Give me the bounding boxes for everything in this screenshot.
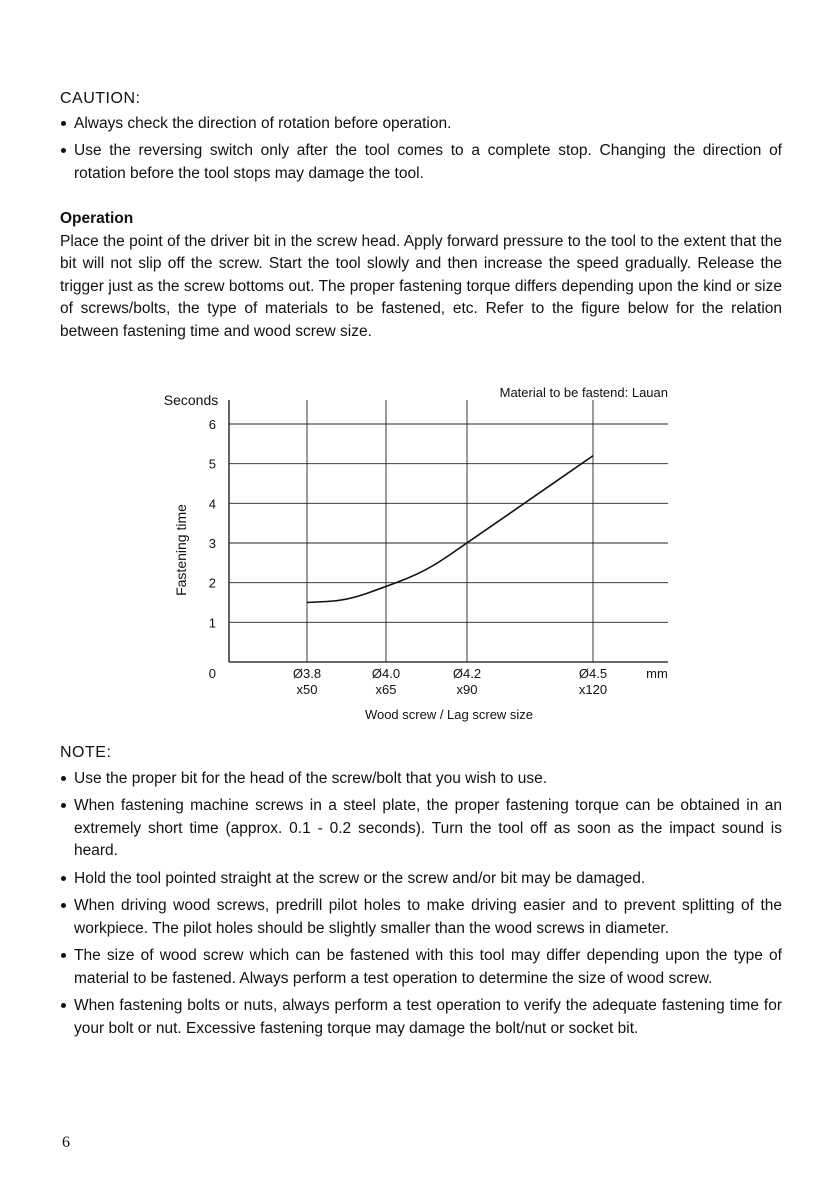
y-tick-label: 4: [208, 496, 216, 512]
note-item: The size of wood screw which can be fastened with this tool may differ depending upon the type of material to be fastened. Always perform a test operation to determine the size of wood screw.: [60, 945, 782, 990]
caution-item: Always check the direction of rotation before operation.: [60, 113, 782, 136]
caution-item: Use the reversing switch only after the tool comes to a complete stop. Changing the direction of rotation before the tool stops may damage the tool.: [60, 140, 782, 185]
chart-labels: [164, 385, 668, 722]
x-tick-label-length: x65: [375, 682, 397, 697]
x-tick-label-length: x90: [456, 682, 478, 697]
x-tick-label-size: Ø3.8: [292, 666, 322, 681]
x-axis-title: Wood screw / Lag screw size: [364, 707, 534, 722]
chart-annotation: Material to be fastend: Lauan: [499, 385, 668, 400]
y-tick-label: 1: [208, 615, 216, 631]
chart-series: [307, 456, 593, 603]
x-tick-label-size: Ø4.2: [452, 666, 482, 681]
y-axis-title: Fastening time: [173, 504, 189, 596]
note-section: [60, 742, 782, 1045]
operation-body: Place the point of the driver bit in the screw head. Apply forward pressure to the tool to the extent that the bit will not slip off the screw. Start the tool slowly and then increase the speed gradually. Release the trigger just as the screw bottoms out. The proper fastening torque differs depending upon the kind or size of screws/bolts, the type of materials to be fastened, etc. Refer to the figure below for the relation between fastening time and wood screw size.: [60, 232, 782, 340]
chart-grid: [229, 400, 668, 662]
y-tick-label: 3: [208, 536, 216, 551]
note-item: When fastening bolts or nuts, always perform a test operation to verify the adequate fastening time for your bolt or nut. Excessive fastening torque may damage the bolt/nut or socket bit.: [60, 995, 782, 1040]
x-tick-label-size: Ø4.5: [578, 666, 608, 681]
note-item: When fastening machine screws in a steel plate, the proper fastening torque can be obtained in an extremely short time (approx. 0.1 - 0.2 seconds). Turn the tool off as soon as the impact sound is heard.: [60, 795, 782, 863]
note-item: Hold the tool pointed straight at the screw or the screw and/or bit may be damaged.: [60, 868, 782, 891]
y-tick-label: 0: [208, 666, 216, 681]
note-item: When driving wood screws, predrill pilot holes to make driving easier and to prevent splitting of the workpiece. The pilot holes should be slightly smaller than the wood screws in diameter.: [60, 895, 782, 940]
note-heading: NOTE:: [60, 744, 112, 761]
x-tick-label-size: Ø4.0: [371, 666, 401, 681]
page-number: 6: [62, 1134, 70, 1151]
x-tick-label-length: x50: [296, 682, 318, 697]
x-unit-label: mm: [646, 666, 668, 681]
y-unit-label: Seconds: [163, 392, 219, 408]
operation-heading: Operation: [60, 210, 134, 227]
note-list: [60, 768, 782, 1041]
x-tick-label-length: x120: [578, 682, 608, 697]
series-line: [307, 456, 593, 603]
y-tick-label: 2: [208, 575, 216, 591]
caution-heading: CAUTION:: [60, 90, 141, 107]
note-item: Use the proper bit for the head of the screw/bolt that you wish to use.: [60, 768, 782, 791]
y-tick-label: 5: [208, 456, 216, 472]
y-tick-label: 6: [208, 417, 216, 432]
